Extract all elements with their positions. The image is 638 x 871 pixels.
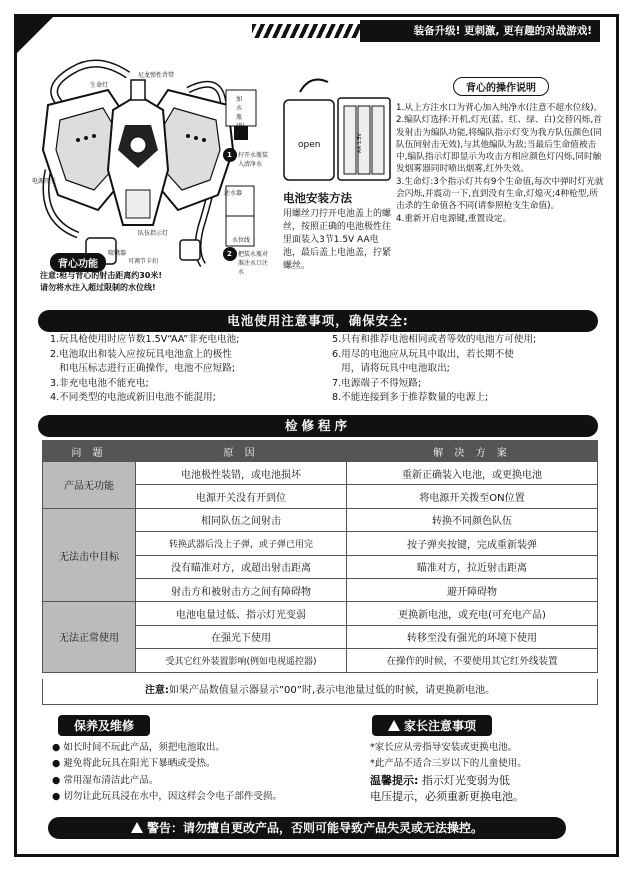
- battery-install-text: 用螺丝刀拧开电池盖上的螺丝，按照正确的电池极性往里面装入3节1.5V AA电池，最后盖上电池盖，拧紧螺丝。: [283, 209, 392, 271]
- list-item: ● 常用湿布清洁此产品。: [52, 774, 159, 786]
- table-note: [42, 679, 598, 705]
- step2-caption: 把装水瓶对准注水口注水: [238, 251, 269, 276]
- life-light-label: 生命灯: [90, 82, 109, 89]
- problem-cell: 无法击中目标: [43, 508, 136, 602]
- speaker-label: 喷嘴器: [108, 250, 127, 257]
- battery-rule: 和电压标志进行正确操作，电池不应短路;: [50, 363, 236, 375]
- troubleshoot-title: 检修程序: [38, 415, 598, 437]
- table-row: [43, 602, 598, 625]
- header-cause: 原 因: [136, 441, 347, 462]
- step2-number: 2: [227, 250, 232, 258]
- parents-title: 家长注意事项: [372, 715, 492, 736]
- note-label: 注意:: [144, 685, 169, 696]
- vest-op-item: 1.从上方注水口为背心加入纯净水(注意不超水位线)。: [396, 103, 603, 113]
- battery-box-drawing: [280, 72, 392, 182]
- battery-rule: 4.不同类型的电池或新旧电池不能混用;: [50, 392, 216, 404]
- battery-rule: 8.不能连接到多于推荐数量的电源上;: [332, 392, 489, 404]
- cause-cell: 相同队伍之间射击: [136, 508, 347, 531]
- vest-op-item: 3.生命灯:3个指示灯共有9个生命值,每次中弹时灯光就会闪烁,并震动一下,直到没有生命,灯熄灭;4种枪型,所击杀的生命值各不同(请参照枪支生命值)。: [396, 176, 604, 212]
- vest-note-line2: 请勿将水注入超过限制的水位线!: [40, 283, 156, 292]
- header-stripes: [252, 24, 360, 38]
- list-item: *家长应从旁指导安装或更换电池。: [370, 742, 518, 753]
- fix-cell: 将电源开关拨至ON位置: [347, 485, 598, 508]
- fix-cell: 在操作的时候，不要使用其它红外线装置: [347, 649, 598, 672]
- cause-cell: 电源开关没有开到位: [136, 485, 347, 508]
- cause-cell: 没有瞄准对方，或超出射击距离: [136, 555, 347, 578]
- fill-port-label: 注水器: [224, 190, 243, 197]
- vest-operations-title: 背心的操作说明: [453, 77, 549, 96]
- header-banner: 装备升级! 更刺激, 更有趣的对战游戏!: [360, 20, 600, 42]
- cell-label: AA 1.5V: [356, 133, 363, 153]
- table-row: [43, 462, 598, 485]
- step1-number: 1: [227, 151, 232, 159]
- cause-cell: 电池极性装错，或电池损坏: [136, 462, 347, 485]
- step1-caption: 拧开水瓶装入清净水: [238, 152, 269, 168]
- fix-cell: 重新正确装入电池，或更换电池: [347, 462, 598, 485]
- problem-cell: 无法正常使用: [43, 602, 136, 672]
- list-item: *此产品不适合三岁以下的儿童使用。: [370, 758, 527, 770]
- fix-cell: 转移至没有强光的环境下使用: [347, 625, 598, 648]
- battery-rule: 5.只有和推荐电池相同或者等效的电池方可使用;: [332, 334, 537, 345]
- battery-rule: 7.电源端子不得短路;: [332, 377, 422, 389]
- maintenance-title: 保养及维修: [58, 715, 150, 736]
- vest-op-item: 2.编队灯选择:开机,灯光(蓝、红、绿、白)交替闪烁,首发射击为编队功能,将编队指示灯变为我方队伍颜色(同队伍间射击无效),与其他编队为敌;当最后生命值被击中,编队指示灯即显示为攻击方相应颜色灯闪烁,同时触发烟雾器同时喷出烟雾,红外失效。: [396, 115, 602, 175]
- header-problem: 问 题: [43, 441, 136, 462]
- battery-safety-right: [332, 333, 602, 406]
- troubleshoot-table: [42, 440, 598, 673]
- tip-line: 电压提示，必须重新更换电池。: [370, 789, 524, 803]
- team-light-label: 队伍指示灯: [138, 230, 169, 237]
- header-solution: 解 决 方 案: [347, 441, 598, 462]
- vest-operations: [396, 76, 606, 225]
- fix-cell: 避开障碍物: [347, 578, 598, 601]
- battery-safety-left: [50, 333, 330, 406]
- battery-rule: 1.玩具枪使用时应节数1.5V“AA”非充电电池;: [50, 334, 240, 345]
- battery-rule: 2.电池取出和装入应按玩具电池盒上的极性: [50, 348, 232, 360]
- battery-rule: 6.用尽的电池应从玩具中取出，若长期不使: [332, 348, 514, 360]
- water-bottle-label: 加水瓶(附送): [236, 96, 245, 139]
- list-item: ● 避免将此玩具在阳光下暴晒或受热。: [52, 758, 216, 770]
- parents-list: [370, 740, 527, 805]
- fix-cell: 瞄准对方，拉近射击距离: [347, 555, 598, 578]
- cause-cell: 转换武器后没上子弹，或子弹已用完: [136, 532, 347, 555]
- table-row: [43, 508, 598, 531]
- battery-install-title: 电池安装方法: [283, 191, 352, 205]
- cause-cell: 受其它红外装置影响(例如电视遥控器): [136, 649, 347, 672]
- list-item: ● 如长时间不玩此产品，须把电池取出。: [52, 742, 225, 753]
- warning-icon: [131, 822, 143, 833]
- tip-line: 温馨提示: 指示灯光变弱为低: [370, 773, 510, 787]
- warning-bar: 警告：请勿擅自更改产品，否则可能导致产品失灵或无法操控。: [48, 817, 566, 839]
- warning-icon: [388, 720, 400, 731]
- strap-label: 尼龙弹性背带: [138, 72, 175, 79]
- battery-rule: 用，请将玩具中电池取出;: [332, 363, 450, 375]
- vest-note-line1: 注意:枪与背心的射击距离约30米!: [40, 271, 162, 280]
- vest-function-badge: 背心功能: [50, 253, 106, 272]
- buckle-label: 可调节卡扣: [128, 258, 159, 265]
- open-label: open: [298, 140, 321, 150]
- fix-cell: 按子弹夹按键，完成重新装弹: [347, 532, 598, 555]
- table-header-row: [43, 441, 598, 462]
- vest-op-item: 4.重新开启电源键,重置设定。: [396, 213, 512, 224]
- cause-cell: 电池电量过低、指示灯光变弱: [136, 602, 347, 625]
- vest-note: [40, 270, 260, 294]
- battery-rule: 3.非充电电池不能充电;: [50, 377, 149, 389]
- battery-safety-title: 电池使用注意事项，确保安全:: [38, 310, 598, 332]
- note-text: 如果产品数值显示器显示”00”时,表示电池量过低的时候，请更换新电池。: [168, 685, 496, 696]
- maintenance-list: [52, 740, 282, 805]
- power-switch-label: 电源开关: [32, 178, 57, 185]
- water-level-label: 水位线: [232, 237, 251, 244]
- fix-cell: 转换不同颜色队伍: [347, 508, 598, 531]
- cause-cell: 射击方和被射击方之间有障碍物: [136, 578, 347, 601]
- fix-cell: 更换新电池，或充电(可充电产品): [347, 602, 598, 625]
- cause-cell: 在强光下使用: [136, 625, 347, 648]
- list-item: ● 切勿让此玩具浸在水中，因这样会令电子部件受损。: [52, 790, 282, 802]
- problem-cell: 产品无功能: [43, 462, 136, 509]
